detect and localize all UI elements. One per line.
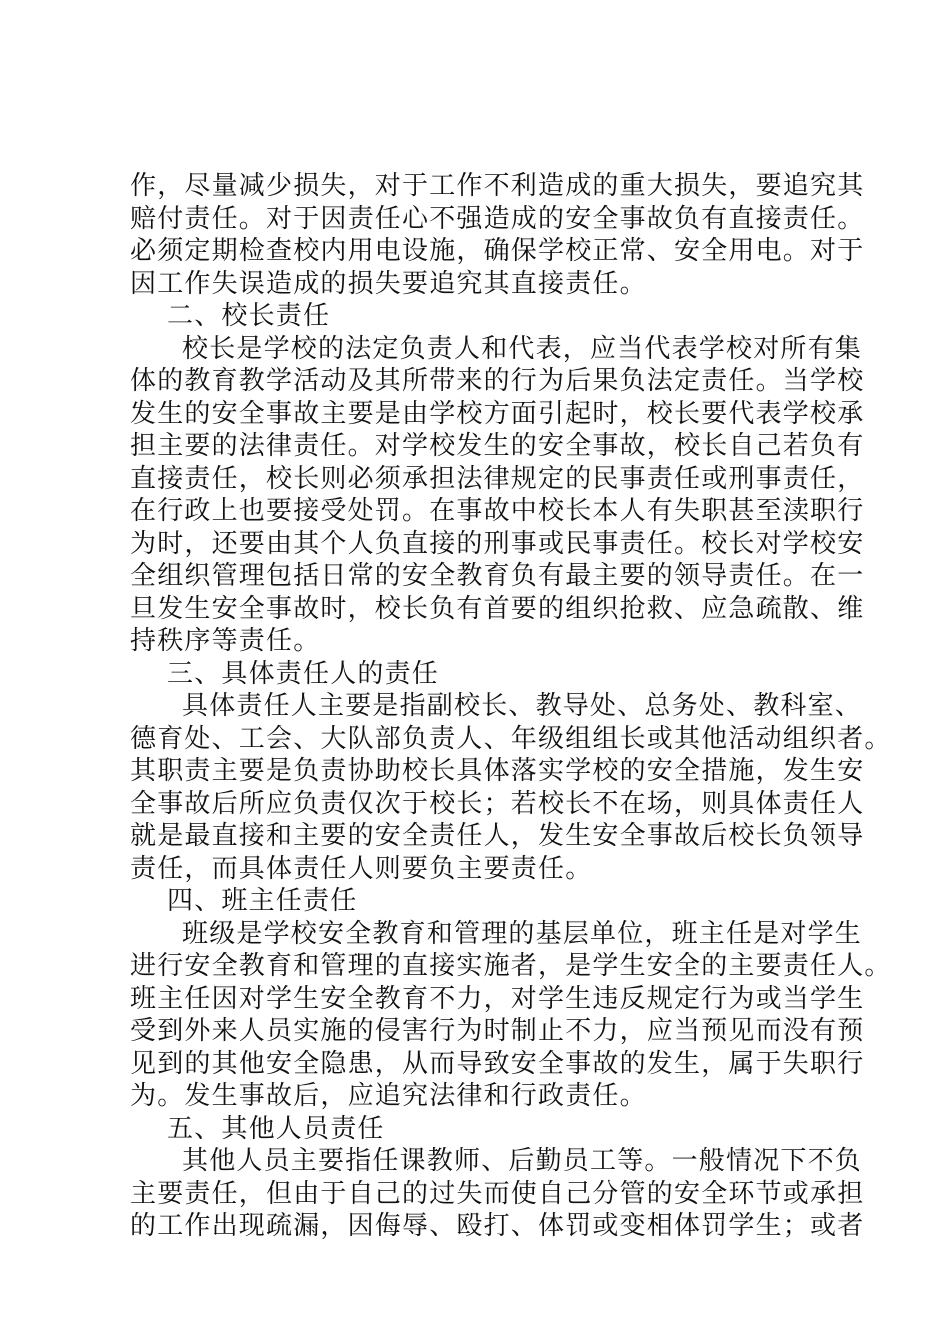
document-body — [130, 170, 892, 1243]
text-line: 因工作失误造成的损失要追究其直接责任。 — [130, 268, 647, 299]
paragraph-first-line: 班级是学校安全教育和管理的基层单位，班主任是对学生 — [182, 918, 863, 949]
text-line: 主要责任，但由于自己的过失而使自己分管的安全环节或承担 — [130, 1178, 865, 1209]
section-heading: 二、校长责任 — [167, 301, 331, 331]
text-line: 为时，还要由其个人负直接的刑事或民事责任。校长对学校安 — [130, 528, 865, 559]
section-heading: 五、其他人员责任 — [167, 1113, 385, 1144]
text-line: 其职责主要是负责协助校长具体落实学校的安全措施，发生安 — [130, 756, 865, 786]
text-line: 就是最直接和主要的安全责任人，发生安全事故后校长负领导 — [130, 821, 865, 851]
text-line: 全组织管理包括日常的安全教育负有最主要的领导责任。在一 — [130, 561, 865, 591]
text-line: 班主任因对学生安全教育不力，对学生违反规定行为或当学生 — [130, 983, 865, 1014]
text-line: 的工作出现疏漏，因侮辱、殴打、体罚或变相体罚学生；或者 — [130, 1211, 865, 1241]
section-heading: 三、具体责任人的责任 — [167, 658, 440, 689]
text-line: 全事故后所应负责仅次于校长；若校长不在场，则具体责任人 — [130, 788, 865, 819]
text-line: 持秩序等责任。 — [130, 626, 321, 656]
text-line: 担主要的法律责任。对学校发生的安全事故，校长自己若负有 — [130, 431, 865, 461]
text-line: 体的教育教学活动及其所带来的行为后果负法定责任。当学校 — [130, 366, 865, 396]
text-line: 为。发生事故后，应追究法律和行政责任。 — [130, 1081, 647, 1111]
paragraph-first-line: 其他人员主要指任课教师、后勤员工等。一般情况下不负 — [182, 1146, 863, 1176]
text-line: 发生的安全事故主要是由学校方面引起时，校长要代表学校承 — [130, 398, 865, 429]
section-heading: 四、班主任责任 — [167, 886, 358, 916]
text-line: 受到外来人员实施的侵害行为时制止不力，应当预见而没有预 — [130, 1016, 865, 1046]
text-line: 责任，而具体责任人则要负主要责任。 — [130, 853, 593, 884]
text-line: 德育处、工会、大队部负责人、年级组组长或其他活动组织者。 — [130, 723, 892, 754]
text-line: 直接责任，校长则必须承担法律规定的民事责任或刑事责任， — [130, 463, 865, 494]
text-line: 赔付责任。对于因责任心不强造成的安全事故负有直接责任。 — [130, 203, 865, 234]
text-line: 作，尽量减少损失，对于工作不利造成的重大损失，要追究其 — [130, 171, 865, 201]
text-line: 见到的其他安全隐患，从而导致安全事故的发生，属于失职行 — [130, 1048, 865, 1079]
paragraph-first-line: 具体责任人主要是指副校长、教导处、总务处、教科室、 — [182, 691, 863, 721]
text-line: 旦发生安全事故时，校长负有首要的组织抢救、应急疏散、维 — [130, 593, 865, 624]
text-line: 必须定期检查校内用电设施，确保学校正常、安全用电。对于 — [130, 236, 865, 266]
text-line: 在行政上也要接受处罚。在事故中校长本人有失职甚至渎职行 — [130, 496, 865, 526]
text-line: 进行安全教育和管理的直接实施者，是学生安全的主要责任人。 — [130, 951, 892, 981]
paragraph-first-line: 校长是学校的法定负责人和代表，应当代表学校对所有集 — [182, 333, 863, 364]
